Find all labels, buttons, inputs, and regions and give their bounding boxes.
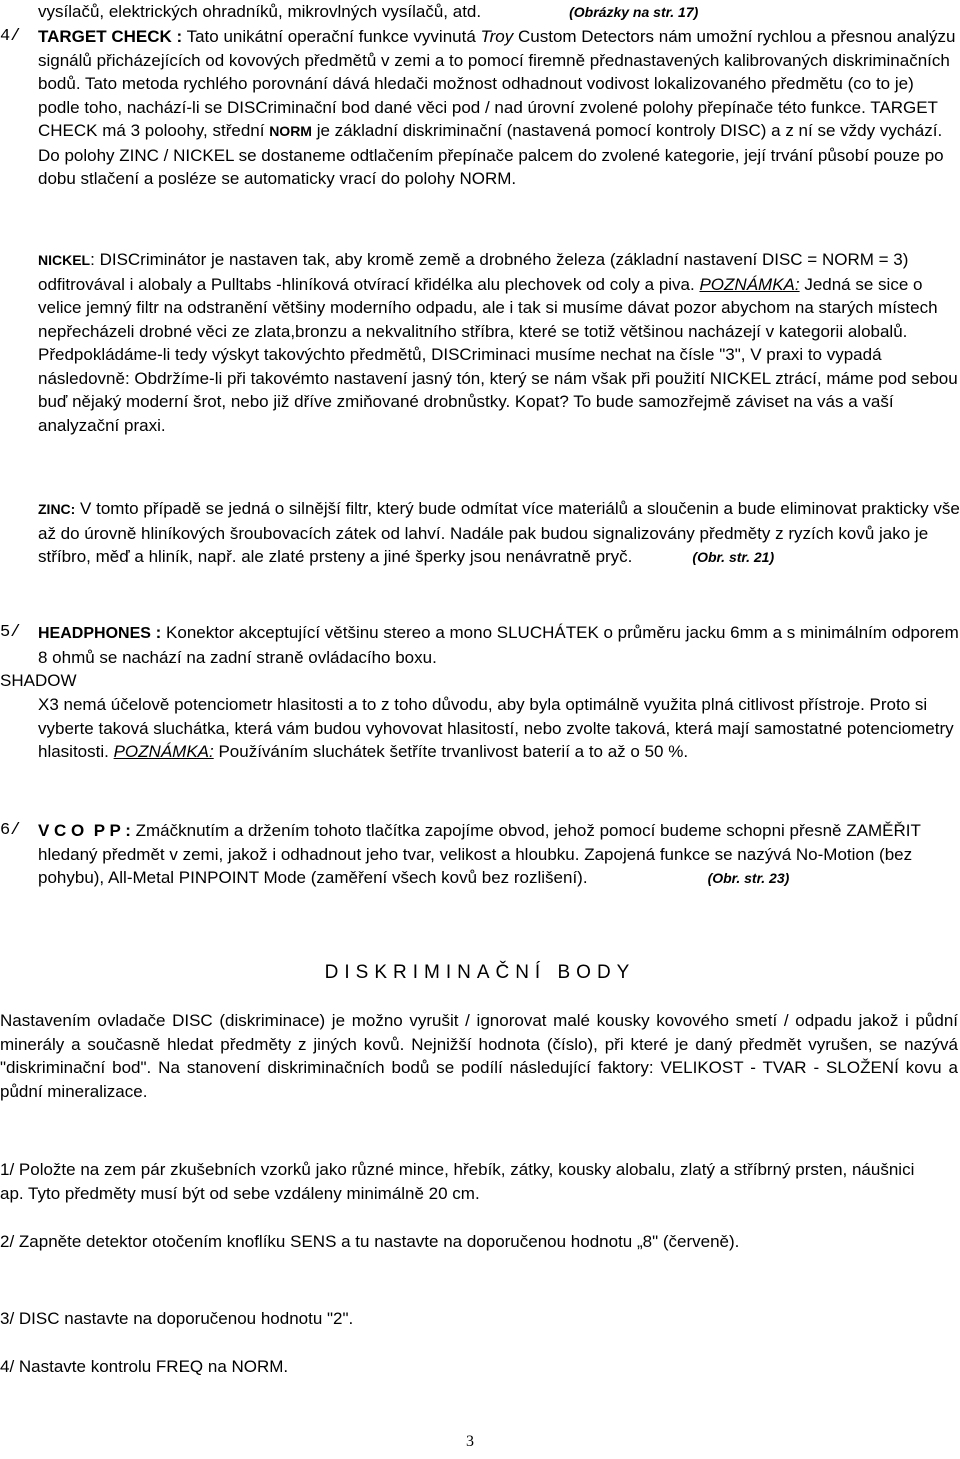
text-run: Zmáčknutím a držením tohoto tlačítka zapojíme obvod, jehož pomocí budeme schopni přesně ZAMĚŘIT hledaný předmět v zemi, jakož i odhadnout jeho tvar, velikost a hloubku. Zapojená funkce se nazývá No-Motion (bez pohybu), All-Metal PINPOINT Mode (zaměření všech kovů bez rozlišení). [38, 821, 921, 887]
step-2: 2/ Zapněte detektor otočením knoflíku SENS a tu nastavte na doporučenou hodnotu „8" (červeně). [0, 1232, 740, 1251]
nickel-label: NICKEL [38, 252, 91, 268]
step-1: 1/ Položte na zem pár zkušebních vzorků jako různé mince, hřebík, zátky, kousky alobalu, zlatý a stříbrný prsten, náušnici ap. Tyto předměty musí být od sebe vzdáleny minimálně 20 cm. [0, 1160, 915, 1203]
note-label: POZNÁMKA: [113, 742, 214, 761]
figure-reference: (Obrázky na str. 17) [569, 4, 699, 20]
intro-paragraph: Nastavením ovladače DISC (diskriminace) je možno vyrušit / ignorovat malé kousky kovového smetí / odpadu jakož i půdní minerály a současně hledat předměty z jiných kovů. Nejnižší hodnota (číslo), při které je daný předmět vyrušen, se nazývá "diskriminační bod". Na stanovení diskriminačních bodů se podílí následující faktory: VELIKOST - TVAR - SLOŽENÍ kovu a půdní mineralizace. [0, 1011, 958, 1101]
note-label: POZNÁMKA: [699, 274, 800, 294]
section-title: HEADPHONES [38, 625, 151, 642]
step-4: 4/ Nastavte kontrolu FREQ na NORM. [0, 1357, 289, 1376]
zinc-paragraph [0, 497, 960, 570]
norm-label: NORM [269, 123, 312, 139]
text-run: Jedná se sice o velice jemný filtr na odstranění většiny moderního odpadu, ale i tak si musíme dávat pozor abychom na starých místech nepřecházeli drobné věci ze zlata,bronzu a nekvalitního stříbra, které se totiž většinou nacházejí v kategorii alobalů. Předpokládáme-li tedy výskyt takovýchto předmětů, DISCriminaci musíme nechat na čísle "3", V praxi to vypadá následovně: Obdržíme-li při takovémto nastavení jasný tón, který se nám však při použití NICKEL ztrácí, máme pod sebou buď nějaký moderní šrot, nebo již dříve zmiňované drobnůstky. Kopat? To bude samozřejmě záviset na vás a vaší analyzační praxi. [38, 274, 958, 435]
zinc-label: ZINC: [38, 501, 76, 517]
text-run: Konektor akceptující většinu stereo a mono SLUCHÁTEK o průměru jacku 6mm a s minimálním odporem 8 ohmů se nachází na zadní straně ovládacího boxu. [38, 623, 959, 667]
step-3: 3/ DISC nastavte na doporučenou hodnotu "2". [0, 1309, 354, 1328]
headphones-paragraph-2 [0, 693, 960, 764]
text-run: Custom Detectors nám umožní rychlou a přesnou analýzu signálů přicházejících od kovových předmětů v zemi a to pomocí firemně přednastavených kalibrovaných diskriminačních bodů. Tato metoda rychlého porovnání dává hledači možnost odhadnout vodivost lokalizovaného předmětu (co to je) podle toho, nachází-li se DISCriminační bod dané věci pod / nad úrovní zvolené polohy přepínače této funkce. TARGET CHECK má 3 poloohy, střední [38, 27, 956, 140]
section-headphones [0, 621, 960, 669]
section-title: V C O P P : [38, 821, 131, 840]
target-check-paragraph [0, 25, 960, 191]
text-run: V tomto případě se jedná o silnější filtr, který bude odmítat více materiálů a sloučenin a bude eliminovat prakticky vše až do úrovně hliníkových šroubovacích zátek od lahví. Nadále pak budou signalizovány předměty z ryzích kovů jako je stříbro, měď a hliník, např. ale zlaté prsteny a jiné šperky jsou nenávratně pryč. [38, 499, 960, 566]
shadow-label: SHADOW [0, 671, 77, 690]
section-number: 5/ [0, 623, 21, 642]
text-run: : DISCriminátor je nastaven tak, aby kromě země a drobného železa (základní nastavení DISC = NORM = 3) odfitrovával i alobaly a Pulltabs -hliníková otvírací křidélka alu plechovek od coly a piva. [38, 250, 909, 294]
page-number: 3 [466, 1433, 474, 1450]
nickel-paragraph [0, 248, 960, 437]
text-run: je základní diskriminační (nastavená pomocí kontroly DISC) a z ní se vždy vychází. Do polohy ZINC / NICKEL se dostaneme odtlačením přepínače palcem do zvolené kategorie, její trvání působí pouze po dobu stlačení a posléze se automaticky vrací do polohy NORM. [38, 121, 944, 188]
brand-name: Troy [480, 27, 514, 46]
section-heading: DISKRIMINAČNÍ BODY [324, 962, 636, 983]
section-number: 6/ [0, 821, 21, 840]
section-target-check [0, 25, 960, 191]
continuation-text: vysílačů, elektrických ohradníků, mikrovlných vysílačů, atd. [38, 2, 482, 21]
section-vco-pp [0, 819, 960, 891]
section-title: TARGET CHECK : [38, 27, 183, 46]
figure-reference: (Obr. str. 23) [707, 870, 790, 886]
headphones-paragraph [0, 621, 960, 669]
section-number: 4/ [0, 27, 21, 46]
continuation-line [0, 0, 960, 25]
text-run: Používáním sluchátek šetříte trvanlivost baterií a to až o 50 %. [213, 742, 689, 761]
text-run: Tato unikátní operační funkce vyvinutá [182, 27, 481, 46]
section-title-colon: : [150, 623, 162, 642]
text-run: X3 nemá účelově potenciometr hlasitosti a to z toho důvodu, aby byla optimálně využita plná citlivost přístroje. Proto si vyberte taková sluchátka, která vám budou vyhovovat hlasitostí, nebo zvolte taková, která mají samostatné potenciometry hlasitosti. [38, 695, 954, 761]
vco-paragraph [0, 819, 960, 891]
figure-reference: (Obr. str. 21) [692, 549, 775, 565]
